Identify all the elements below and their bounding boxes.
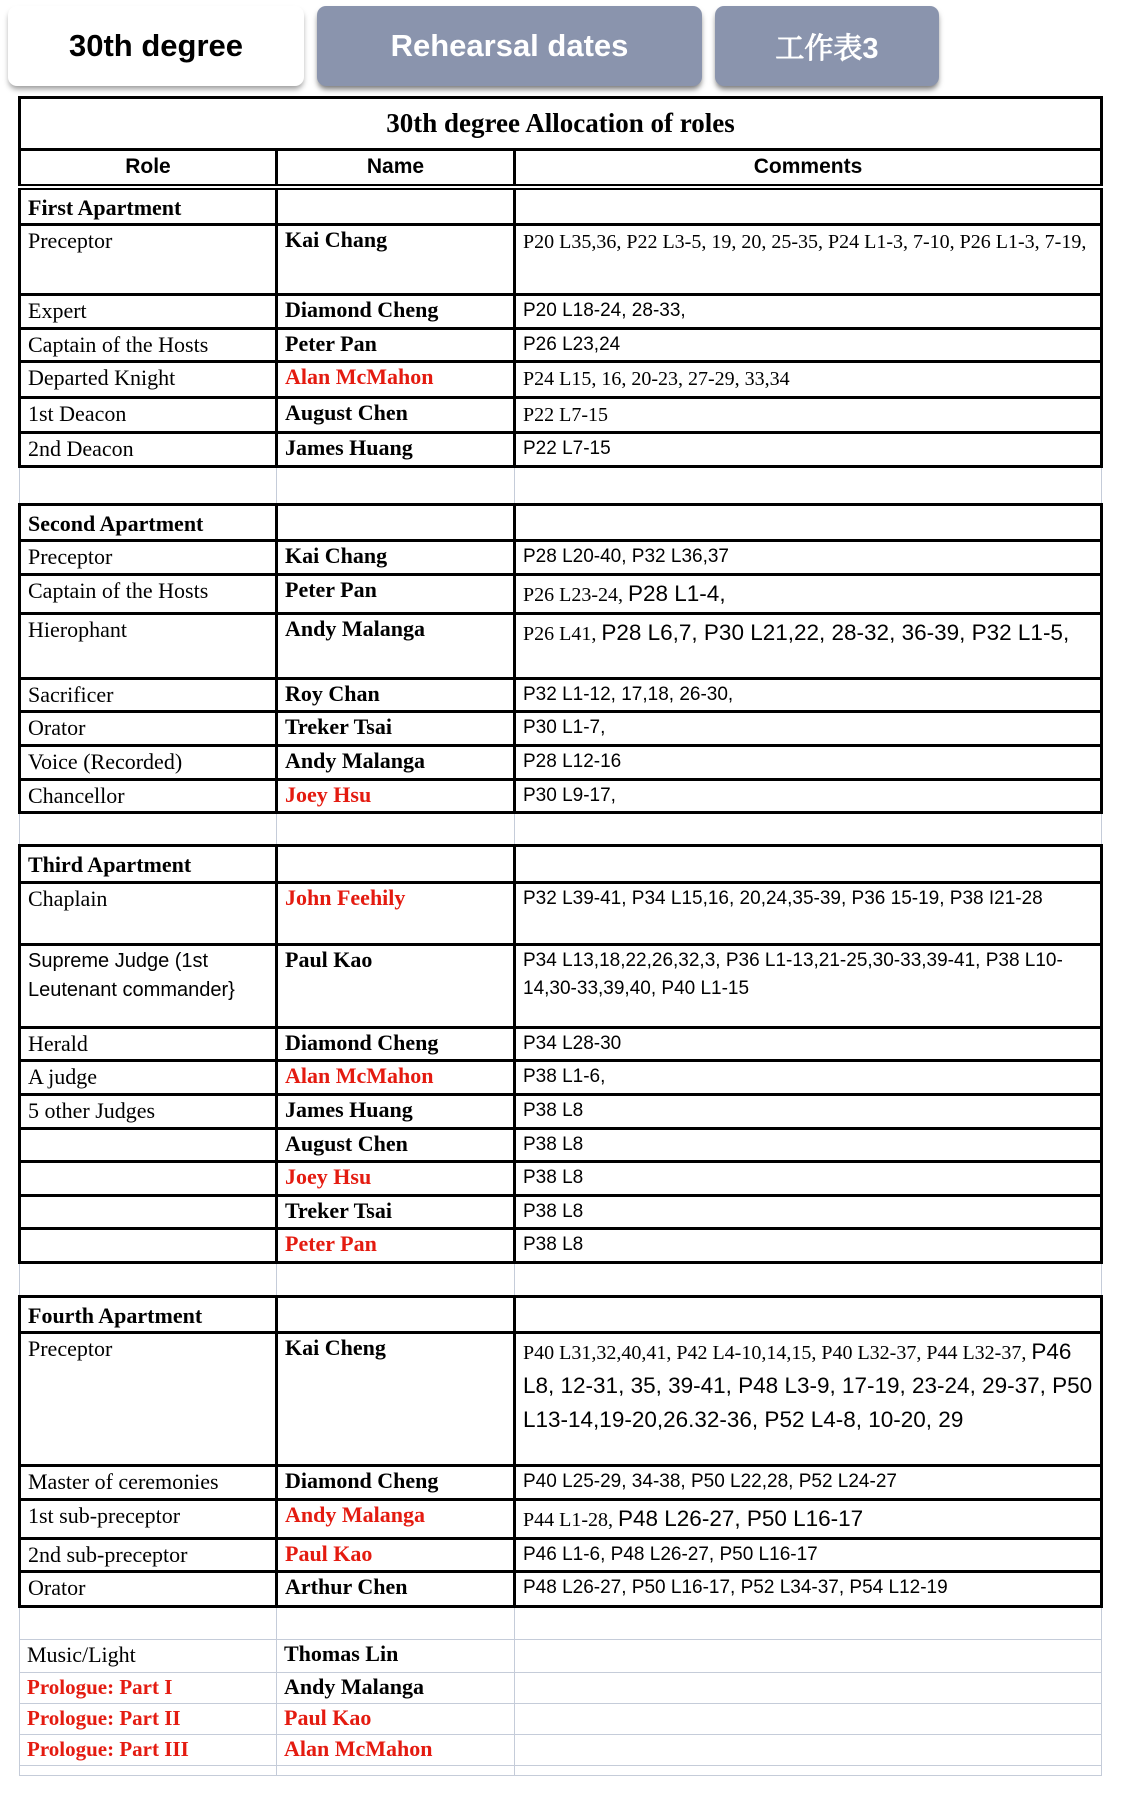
comment-cell[interactable] [515, 1499, 1102, 1538]
table-row [20, 1333, 1102, 1466]
role-cell[interactable] [20, 1766, 277, 1776]
role-cell[interactable]: First Apartment [20, 187, 277, 225]
table-row [20, 1466, 1102, 1500]
name-cell[interactable] [277, 1262, 515, 1296]
table-row [20, 1094, 1102, 1128]
table-row [20, 1195, 1102, 1229]
table-row [20, 712, 1102, 746]
comment-cell[interactable] [515, 1128, 1102, 1162]
table-row [20, 328, 1102, 362]
comment-segment: P34 L28-30 [523, 1032, 622, 1054]
name-cell[interactable] [277, 813, 515, 846]
comment-segment: P38 L8 [523, 1234, 584, 1256]
name-cell[interactable]: Paul Kao [277, 1538, 515, 1572]
name-cell[interactable]: Treker Tsai [277, 1195, 515, 1229]
role-cell[interactable]: Fourth Apartment [20, 1296, 277, 1333]
comment-cell[interactable] [515, 882, 1102, 944]
table-body [20, 187, 1102, 1776]
sheet-tabbar [0, 0, 1125, 86]
comment-cell[interactable] [515, 1572, 1102, 1607]
role-cell[interactable] [20, 1128, 277, 1162]
name-cell[interactable]: Alan McMahon [277, 362, 515, 398]
role-cell[interactable]: Departed Knight [20, 362, 277, 398]
table-row [20, 678, 1102, 712]
table-row [20, 1027, 1102, 1061]
role-cell[interactable]: Master of ceremonies [20, 1466, 277, 1500]
table-row [20, 1162, 1102, 1196]
role-cell[interactable]: Captain of the Hosts [20, 328, 277, 362]
name-cell[interactable]: August Chen [277, 1128, 515, 1162]
comment-segment: P28 L6,7, P30 L21,22, 28-32, 36-39, P32 L1-5, [601, 619, 1070, 645]
table-row [20, 779, 1102, 813]
comment-cell[interactable] [515, 1538, 1102, 1572]
table-title[interactable]: 30th degree Allocation of roles [20, 98, 1102, 150]
tab-label: Rehearsal dates [390, 28, 629, 63]
comment-segment: P26 L23-24, [523, 584, 628, 607]
table-row [20, 1640, 1102, 1673]
comment-cell[interactable] [515, 1704, 1102, 1735]
comment-cell[interactable] [515, 1607, 1102, 1640]
comment-segment: P38 L8 [523, 1167, 584, 1189]
name-cell[interactable] [277, 1296, 515, 1333]
table-row [20, 1128, 1102, 1162]
comment-cell[interactable] [515, 225, 1102, 295]
name-cell[interactable]: Joey Hsu [277, 1162, 515, 1196]
comment-cell[interactable] [515, 295, 1102, 329]
role-cell[interactable]: 1st sub-preceptor [20, 1499, 277, 1538]
role-cell[interactable]: Preceptor [20, 1333, 277, 1466]
role-cell[interactable]: Captain of the Hosts [20, 575, 277, 614]
comment-segment: P44 L1-28, [523, 1508, 618, 1531]
comment-cell[interactable] [515, 362, 1102, 398]
name-cell[interactable]: Alan McMahon [277, 1735, 515, 1766]
comment-segment: P38 L8 [523, 1133, 584, 1155]
name-cell[interactable]: Kai Cheng [277, 1333, 515, 1466]
comment-cell[interactable] [515, 541, 1102, 575]
table-title-row [20, 98, 1102, 150]
comment-cell[interactable] [515, 1162, 1102, 1196]
comment-cell[interactable] [515, 779, 1102, 813]
name-cell[interactable]: Andy Malanga [277, 613, 515, 678]
table-row [20, 1673, 1102, 1704]
comment-segment: P32 L1-12, 17,18, 26-30, [523, 683, 734, 705]
role-cell[interactable]: Music/Light [20, 1640, 277, 1673]
table-row [20, 613, 1102, 678]
table-row [20, 397, 1102, 433]
comment-cell[interactable] [515, 1735, 1102, 1766]
comment-segment: P38 L8 [523, 1200, 584, 1222]
role-cell[interactable]: Orator [20, 712, 277, 746]
name-cell[interactable]: Diamond Cheng [277, 295, 515, 329]
column-header-comments[interactable]: Comments [515, 150, 1102, 187]
role-cell[interactable]: Sacrificer [20, 678, 277, 712]
comment-cell[interactable] [515, 466, 1102, 504]
name-cell[interactable]: Kai Chang [277, 541, 515, 575]
name-cell[interactable]: Treker Tsai [277, 712, 515, 746]
role-cell[interactable]: Third Apartment [20, 846, 277, 883]
role-cell[interactable]: Prologue: Part II [20, 1704, 277, 1735]
comment-cell[interactable] [515, 504, 1102, 541]
comment-cell[interactable] [515, 1466, 1102, 1500]
name-cell[interactable]: August Chen [277, 397, 515, 433]
tab-30th-degree[interactable] [8, 6, 304, 86]
comment-cell[interactable] [515, 1673, 1102, 1704]
role-cell[interactable] [20, 1162, 277, 1196]
comment-segment: P22 L7-15 [523, 438, 611, 460]
table-row [20, 575, 1102, 614]
spacer-row [20, 1766, 1102, 1776]
comment-cell[interactable] [515, 1333, 1102, 1466]
comment-segment: P48 L26-27, P50 L16-17, P52 L34-37, P54 L12-19 [523, 1577, 948, 1599]
spacer-row [20, 1262, 1102, 1296]
comment-segment: P46 L8, 12-31, 35, 39-41, P48 L3-9, 17-19, 23-24, 29-37, P50 L13-14,19-20,26.32-36, P52 L4-8, 10-20, 29 [523, 1339, 1093, 1432]
comment-segment: P26 L41, [523, 622, 602, 645]
name-cell[interactable]: Peter Pan [277, 1229, 515, 1263]
comment-segment: P28 L12-16 [523, 751, 622, 772]
role-cell[interactable]: 2nd sub-preceptor [20, 1538, 277, 1572]
comment-cell[interactable] [515, 613, 1102, 678]
table-row [20, 541, 1102, 575]
role-cell[interactable] [20, 813, 277, 846]
role-cell[interactable]: Orator [20, 1572, 277, 1607]
comment-segment: P30 L9-17, [523, 784, 616, 806]
role-cell[interactable]: Hierophant [20, 613, 277, 678]
role-cell[interactable]: Herald [20, 1027, 277, 1061]
section-row [20, 187, 1102, 225]
comment-cell[interactable] [515, 187, 1102, 225]
name-cell[interactable]: Kai Chang [277, 225, 515, 295]
section-row [20, 1296, 1102, 1333]
comment-segment: P40 L25-29, 34-38, P50 L22,28, P52 L24-27 [523, 1471, 897, 1493]
table-header-row [20, 150, 1102, 187]
column-header-role[interactable]: Role [20, 150, 277, 187]
section-row [20, 504, 1102, 541]
role-cell[interactable]: A judge [20, 1061, 277, 1095]
table-row [20, 1538, 1102, 1572]
allocation-table [18, 96, 1103, 1776]
table-row [20, 225, 1102, 295]
name-cell[interactable]: Paul Kao [277, 944, 515, 1027]
comment-segment: P40 L31,32,40,41, P42 L4-10,14,15, P40 L32-37, P44 L32-37, [523, 1342, 1032, 1365]
comment-cell[interactable] [515, 678, 1102, 712]
name-cell[interactable]: Alan McMahon [277, 1061, 515, 1095]
comment-cell[interactable] [515, 1094, 1102, 1128]
role-cell[interactable] [20, 1262, 277, 1296]
role-cell[interactable] [20, 1229, 277, 1263]
role-cell[interactable]: Prologue: Part I [20, 1673, 277, 1704]
comment-cell[interactable] [515, 1027, 1102, 1061]
comment-segment: P28 L20-40, P32 L36,37 [523, 546, 730, 568]
comment-cell[interactable] [515, 575, 1102, 614]
comment-segment: P28 L1-4, [628, 581, 726, 607]
table-row [20, 746, 1102, 780]
role-cell[interactable]: Supreme Judge (1st Leutenant commander} [20, 944, 277, 1027]
name-cell[interactable]: John Feehily [277, 882, 515, 944]
name-cell[interactable] [277, 466, 515, 504]
table-row [20, 944, 1102, 1027]
section-row [20, 846, 1102, 883]
name-cell[interactable]: Andy Malanga [277, 1499, 515, 1538]
comment-segment: P48 L26-27, P50 L16-17 [618, 1505, 864, 1531]
comment-segment: P38 L8 [523, 1099, 584, 1121]
role-cell[interactable] [20, 466, 277, 504]
table-row [20, 1229, 1102, 1263]
name-cell[interactable]: Roy Chan [277, 678, 515, 712]
name-cell[interactable] [277, 846, 515, 883]
comment-segment: P32 L39-41, P34 L15,16, 20,24,35-39, P36 15-19, P38 I21-28 [523, 887, 1043, 909]
comment-cell[interactable] [515, 746, 1102, 780]
comment-cell[interactable] [515, 1262, 1102, 1296]
comment-segment: P30 L1-7, [523, 717, 606, 739]
name-cell[interactable]: James Huang [277, 1094, 515, 1128]
table-row [20, 295, 1102, 329]
role-cell[interactable]: 2nd Deacon [20, 433, 277, 467]
name-cell[interactable] [277, 187, 515, 225]
comment-cell[interactable] [515, 397, 1102, 433]
column-header-name[interactable]: Name [277, 150, 515, 187]
table-row [20, 1572, 1102, 1607]
role-cell[interactable]: Chaplain [20, 882, 277, 944]
comment-cell[interactable] [515, 433, 1102, 467]
comment-segment: P34 L13,18,22,26,32,3, P36 L1-13,21-25,30-33,39-41, P38 L10-14,30-33,39,40, P40 L1-15 [523, 949, 1063, 1000]
role-cell[interactable]: Expert [20, 295, 277, 329]
name-cell[interactable]: James Huang [277, 433, 515, 467]
name-cell[interactable]: Peter Pan [277, 328, 515, 362]
comment-cell[interactable] [515, 712, 1102, 746]
spacer-row [20, 466, 1102, 504]
comment-cell[interactable] [515, 813, 1102, 846]
table-row [20, 362, 1102, 398]
name-cell[interactable]: Andy Malanga [277, 746, 515, 780]
table-row [20, 1735, 1102, 1766]
name-cell[interactable] [277, 504, 515, 541]
name-cell[interactable]: Paul Kao [277, 1704, 515, 1735]
name-cell[interactable]: Thomas Lin [277, 1640, 515, 1673]
table-row [20, 1704, 1102, 1735]
tab-rehearsal-dates[interactable] [317, 6, 702, 86]
table-row [20, 882, 1102, 944]
role-cell[interactable]: Second Apartment [20, 504, 277, 541]
spacer-row [20, 1607, 1102, 1640]
name-cell[interactable]: Diamond Cheng [277, 1466, 515, 1500]
comment-cell[interactable] [515, 944, 1102, 1027]
comment-cell[interactable] [515, 1640, 1102, 1673]
comment-segment: P46 L1-6, P48 L26-27, P50 L16-17 [523, 1543, 818, 1565]
role-cell[interactable] [20, 1195, 277, 1229]
tab-worksheet-3[interactable] [715, 6, 939, 86]
comment-segment: P38 L1-6, [523, 1066, 606, 1088]
role-cell[interactable]: Voice (Recorded) [20, 746, 277, 780]
name-cell[interactable]: Peter Pan [277, 575, 515, 614]
role-cell[interactable]: 5 other Judges [20, 1094, 277, 1128]
role-cell[interactable]: Chancellor [20, 779, 277, 813]
name-cell[interactable]: Arthur Chen [277, 1572, 515, 1607]
comment-segment: P22 L7-15 [523, 403, 608, 426]
comment-segment: P24 L15, 16, 20-23, 27-29, 33,34 [523, 368, 790, 391]
table-row [20, 1061, 1102, 1095]
comment-cell[interactable] [515, 1766, 1102, 1776]
name-cell[interactable]: Joey Hsu [277, 779, 515, 813]
comment-cell[interactable] [515, 1229, 1102, 1263]
role-cell[interactable] [20, 1607, 277, 1640]
name-cell[interactable] [277, 1607, 515, 1640]
comment-cell[interactable] [515, 1296, 1102, 1333]
tab-label: 工作表3 [775, 32, 879, 65]
comment-segment: P20 L18-24, 28-33, [523, 300, 686, 322]
name-cell[interactable]: Andy Malanga [277, 1673, 515, 1704]
comment-cell[interactable] [515, 328, 1102, 362]
role-cell[interactable]: 1st Deacon [20, 397, 277, 433]
comment-cell[interactable] [515, 846, 1102, 883]
comment-segment: P20 L35,36, P22 L3-5, 19, 20, 25-35, P24 L1-3, 7-10, P26 L1-3, 7-19, [523, 231, 1087, 254]
name-cell[interactable]: Diamond Cheng [277, 1027, 515, 1061]
role-cell[interactable]: Preceptor [20, 225, 277, 295]
comment-cell[interactable] [515, 1195, 1102, 1229]
comment-segment: P26 L23,24 [523, 333, 621, 355]
table-row [20, 1499, 1102, 1538]
role-cell[interactable]: Preceptor [20, 541, 277, 575]
role-cell[interactable]: Prologue: Part III [20, 1735, 277, 1766]
comment-cell[interactable] [515, 1061, 1102, 1095]
name-cell[interactable] [277, 1766, 515, 1776]
tab-label: 30th degree [68, 28, 243, 63]
table-row [20, 433, 1102, 467]
spacer-row [20, 813, 1102, 846]
